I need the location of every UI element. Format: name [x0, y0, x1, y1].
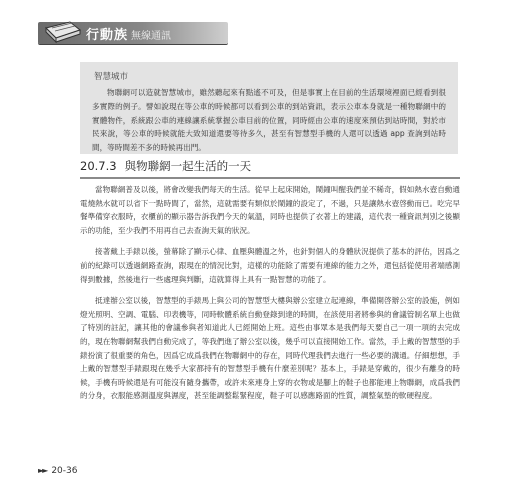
header-subtitle: 無線通訊	[131, 31, 172, 42]
note-body: 物聯網可以造就智慧城市，雖然聽起來有點遙不可及，但是事實上在目前的生活環境裡面已經看到很多實際的例子。譬如說現在等公車的時候都可以看到公車的到站資訊，表示公車本身就是一種物聯網中的實體物件，系統跟公車的連線讓系統掌握公車目前的位置，同時經由公車的速度來預估到站時間，對於市民來說，等公車的時候就能大致知道還要等待多久，甚至有智慧型手機的人還可以透過 app 查詢到站時間，等時間差不多的時候再出門。	[92, 88, 446, 153]
note-title: 智慧城市	[94, 72, 129, 82]
section-divider	[80, 177, 460, 179]
page-number: 20-36	[51, 466, 78, 476]
page-arrow-icon: ►►	[38, 466, 47, 475]
page-footer	[38, 466, 77, 476]
section-heading	[80, 158, 460, 174]
paragraph: 抵達辦公室以後，智慧型的手錶馬上與公司的智慧型大樓與辦公室建立起連線，準備開啓辦公室的設施，例如燈光照明、空調、電腦、印表機等，同時軟體系統自動登錄到達的時間，在該使用者將參與的會議管制名單上也做了特別的註記，讓其他的會議參與者知道此人已經開始上班。這些由事眾本是我們每天要自己一項一項的去完成的，現在物聯網幫我們自動完成了，等我們進了辦公室以後，幾乎可以直接開始工作。當然，手上戴的智慧型的手錶扮演了很重要的角色，因爲它成爲我們在物聯網中的存在，同時代理我們去進行一些必要的溝通。仔細想想，手上戴的智慧型手錶跟現在幾乎大家都持有的智慧型手機有什麼差別呢？基本上，手錶是穿戴的，很少有離身的時候，手機有時候還是有可能沒有隨身攜帶，或許未來連身上穿的衣物或是腳上的鞋子也都能連上物聯網，成爲我們的分身，衣服能感測溫度與濕度，甚至能調整鬆緊程度，鞋子可以感應路面的性質，調整氣墊的軟硬程度。	[80, 296, 460, 401]
chapter-header	[38, 22, 228, 44]
paragraph: 接著戴上手錶以後，螢幕除了顯示心律、血壓與體溫之外，也針對個人的身體狀況提供了基本的評估，因爲之前的紀錄可以透過網路查詢，跟現在的情況比對，這樣的功能除了需要有連線的能力之外，還包括從使用者端感測得到數據，然後進行一些處理與判斷，這就算得上具有一點智慧的功能了。	[80, 247, 460, 284]
book-icon	[44, 18, 82, 46]
book-logo	[38, 22, 228, 44]
paragraph: 當物聯網普及以後，將會改變我們每天的生活。從早上起床開始，鬧鐘叫醒我們並不稀奇，假如熱水壺自動通電燒熱水就可以省下一點時間了，當然，這就需要有類似於鬧鐘的設定了，不過，只是讓熱水壺啓動而已。吃完早餐準備穿衣服時，衣櫃前的顯示器告訴我們今天的氣溫，同時也提供了衣著上的建議，這代表一種資訊判別之後顯示的功能，至少我們不用再自己去查詢天氣的狀況。	[80, 185, 460, 235]
sidebar-note	[80, 62, 458, 154]
body-text	[80, 183, 460, 411]
header-title: 行動族 無線通訊	[86, 28, 172, 43]
section-title: 與物聯網一起生活的一天	[124, 159, 252, 173]
section-number: 20.7.3	[80, 159, 117, 173]
